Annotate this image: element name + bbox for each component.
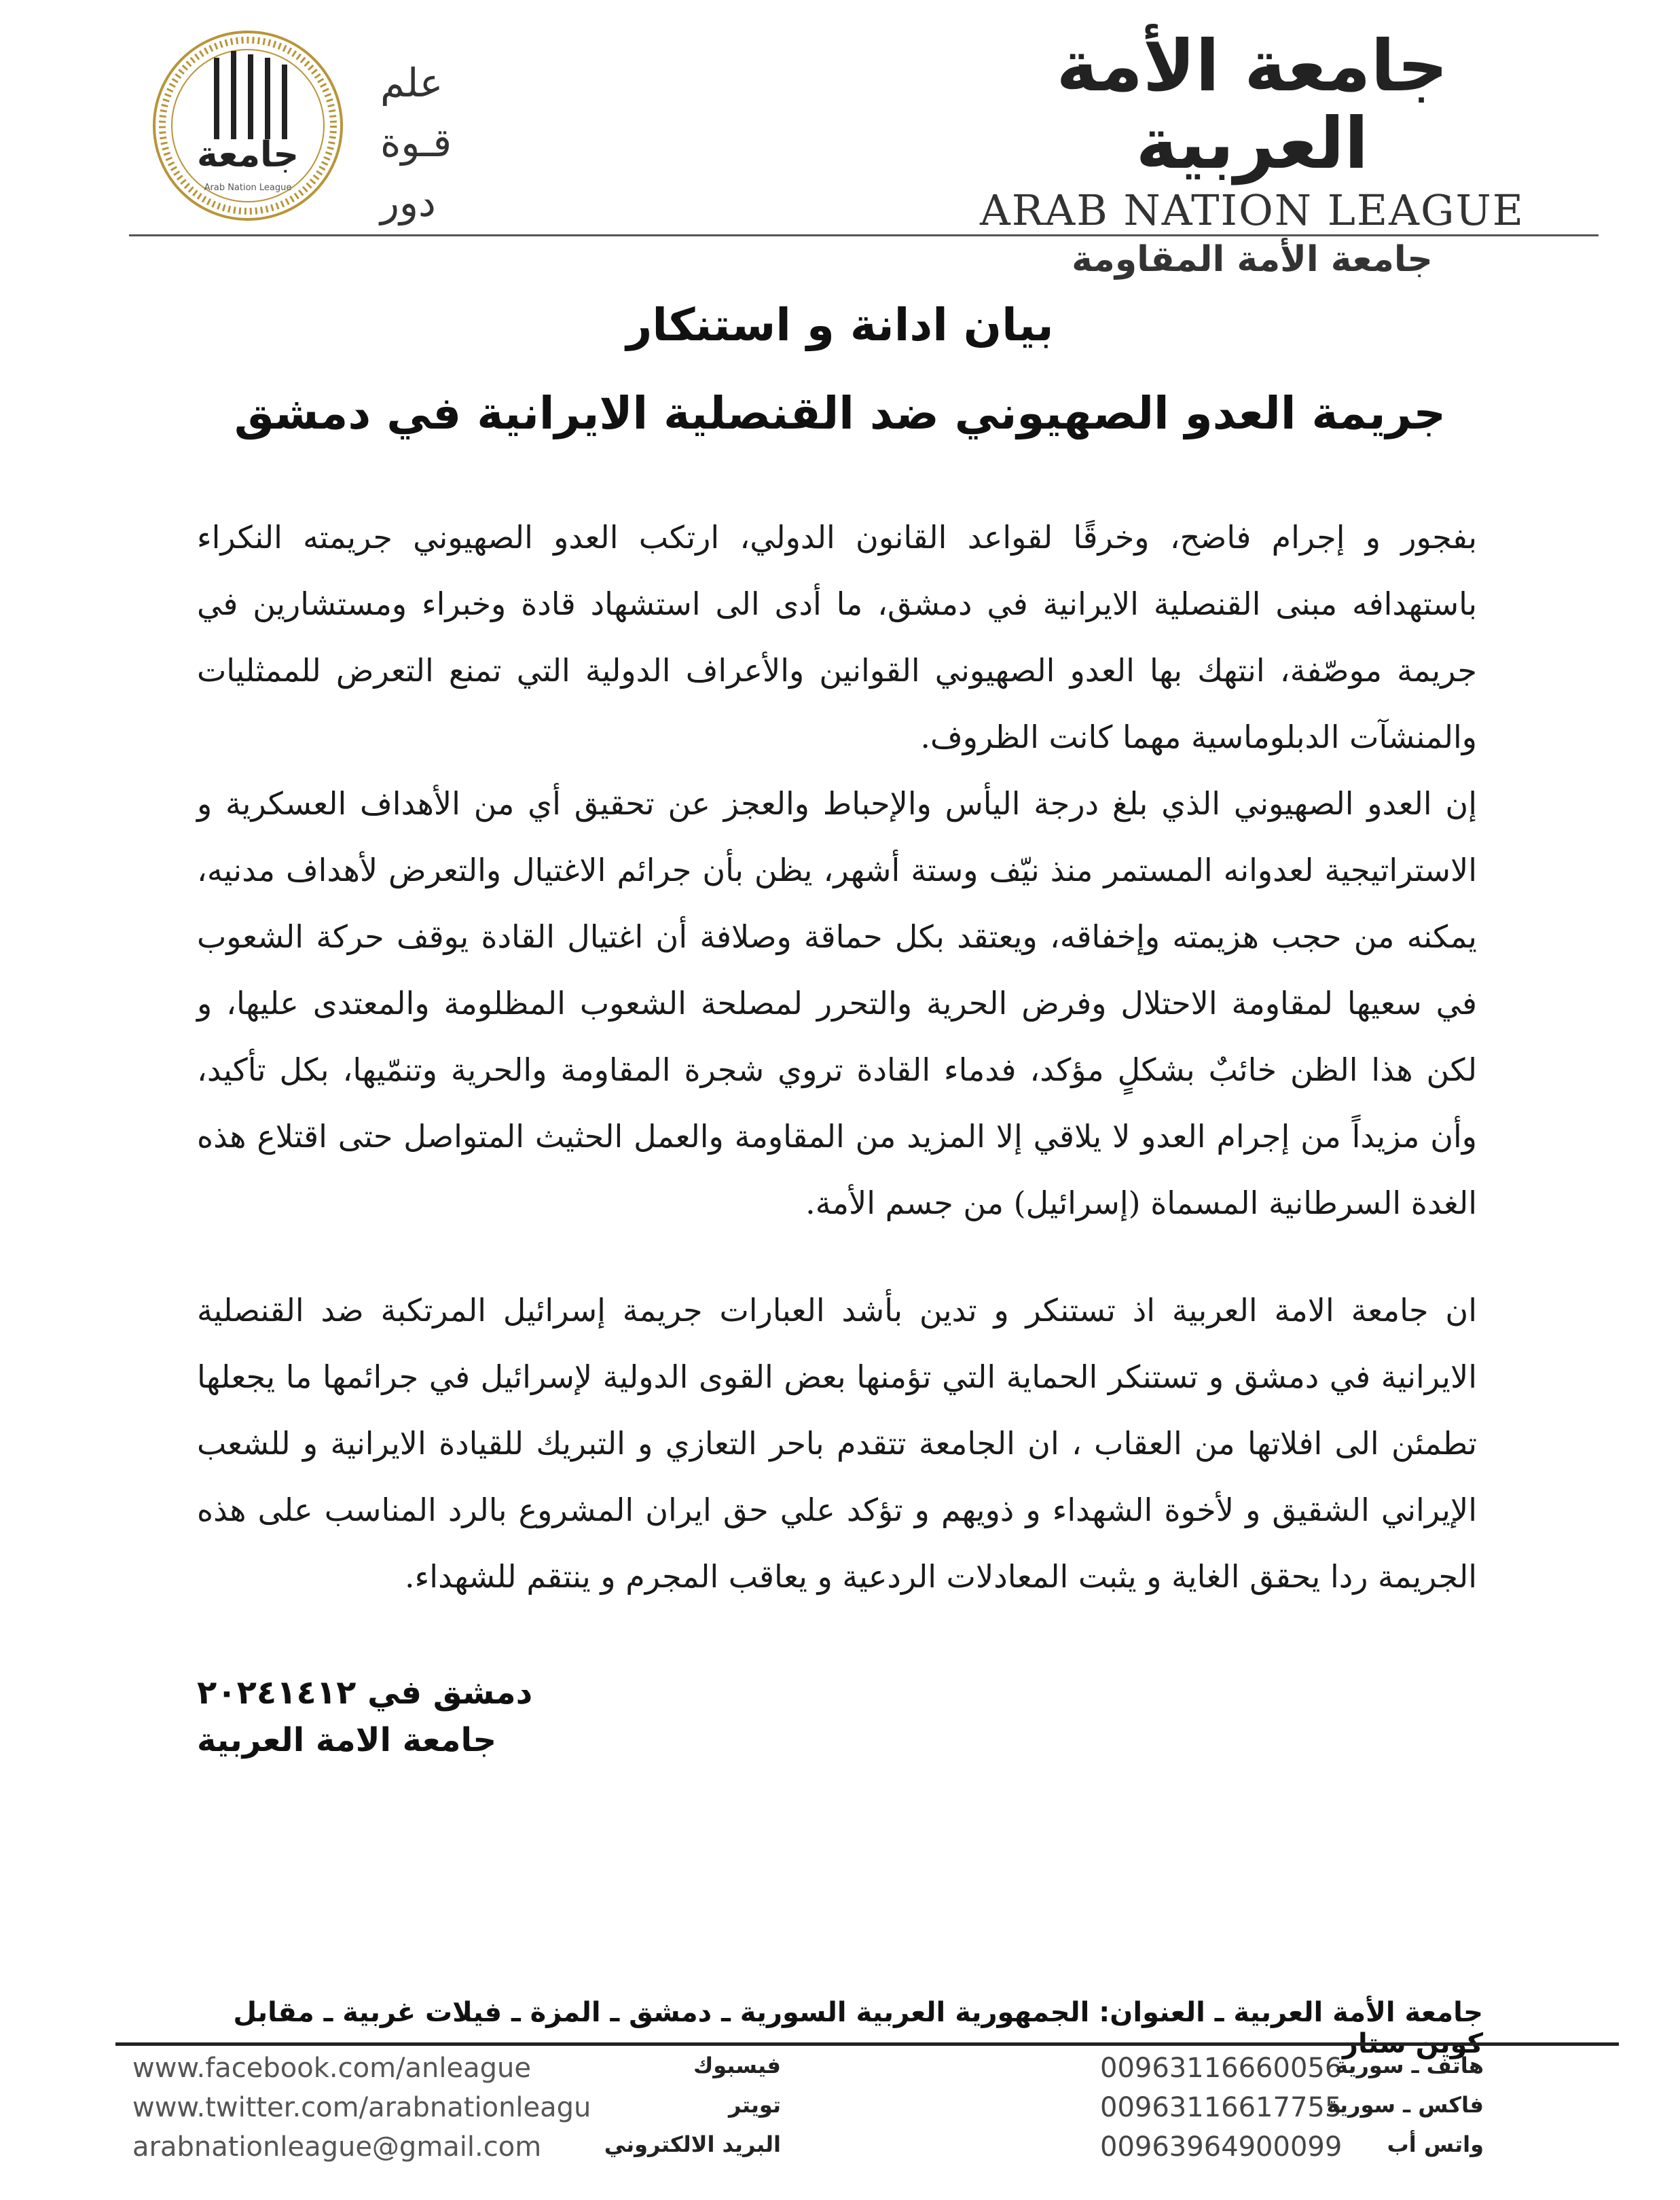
signature-org: جامعة الامة العربية	[197, 1721, 497, 1759]
whatsapp-number: 00963964900099	[1100, 2131, 1343, 2163]
motto-word: قـوة	[380, 120, 452, 166]
paragraph: بفجور و إجرام فاضح، وخرقًا لقواعد القانون الدولي، ارتكب العدو الصهيوني جريمته النكراء باستهدافه مبنى القنصلية الايرانية في دمشق، ما أدى الى استشهاد قادة وخبراء ومستشارين في جريمة موصّفة، انتهك بها العدو الصهيوني القوانين والأعراف الدولية التي تمنع التعرض للممثليات والمنشآت الدبلوماسية مهما كانت الظروف.	[197, 519, 1477, 755]
letterhead-org	[940, 24, 1565, 280]
twitter-label: تويتر	[728, 2092, 781, 2118]
header-divider	[129, 234, 1599, 236]
twitter-link[interactable]: www.twitter.com/arabnationleagu	[132, 2092, 591, 2123]
paragraph: إن العدو الصهيوني الذي بلغ درجة اليأس والإحباط والعجز عن تحقيق أي من الأهداف العسكرية و الاستراتيجية لعدوانه المستمر منذ نيّف وستة أشهر، يظن بأن جرائم الاغتيال والتعرض لأهداف مدنيه، يمكنه من حجب هزيمته وإخفاقه، ويعتقد بكل حماقة وصلافة أن اغتيال القادة يوقف حركة الشعوب في سعيها لمقاومة الاحتلال وفرض الحرية والتحرر لمصلحة الشعوب المظلومة والمعتدى عليها، و لكن هذا الظن خائبٌ بشكلٍ مؤكد، فدماء القادة تروي شجرة المقاومة والحرية وتنمّيها، بكل تأكيد، وأن مزيداً من إجرام العدو لا يلاقي إلا المزيد من المقاومة والعمل الحثيث المتواصل حتى اقتلاع هذه الغدة السرطانية المسماة (إسرائيل) من جسم الأمة.	[197, 785, 1478, 1221]
seal-text: جامعة	[196, 134, 299, 175]
facebook-link[interactable]: www.facebook.com/anleague	[132, 2053, 531, 2084]
footer-divider	[115, 2042, 1619, 2046]
phone-number: 00963116660056	[1100, 2053, 1343, 2084]
fax-number: 00963116617755	[1100, 2092, 1343, 2123]
footer-address: جامعة الأمة العربية ـ العنوان: الجمهورية العربية السورية ـ دمشق ـ المزة ـ فيلات غربية ـ مقابل كوين ستار	[233, 1997, 1483, 2059]
motto	[380, 53, 482, 232]
org-name-arabic: جامعة الأمة العربية	[1056, 24, 1448, 185]
statement-subtitle: جريمة العدو الصهيوني ضد القنصلية الايرانية في دمشق	[234, 387, 1446, 439]
org-subtitle-arabic: جامعة الأمة المقاومة	[1072, 238, 1433, 280]
place-date: دمشق في ٢٠٢٤١٤١٢	[197, 1674, 533, 1712]
motto-word: علم	[380, 60, 443, 106]
statement-body-top	[197, 504, 1477, 1236]
statement-title: بيان ادانة و استنكار	[626, 299, 1054, 351]
email-label: البريد الالكتروني	[604, 2131, 781, 2157]
motto-word: دور	[380, 179, 436, 226]
email-link[interactable]: arabnationleague@gmail.com	[132, 2131, 542, 2163]
whatsapp-label: واتس أب	[1387, 2131, 1484, 2157]
paragraph: ان جامعة الامة العربية اذ تستنكر و تدين بأشد العبارات جريمة إسرائيل المرتكبة ضد القنصلية الايرانية في دمشق و تستنكر الحماية التي تؤمنها بعض القوى الدولية لإسرائيل في جرائمها ما يجعلها تطمئن الى افلاتها من العقاب ، ان الجامعة تتقدم باحر التعازي و التبريك للقيادة الايرانية و للشعب الإيراني الشقيق و لأخوة الشهداء و ذويهم و تؤكد علي حق ايران المشروع بالرد المناسب على هذه الجريمة ردا يحقق الغاية و يثبت المعادلات الردعية و يعاقب المجرم و ينتقم للشهداء.	[197, 1292, 1477, 1595]
seal-small-text: Arab Nation League	[204, 183, 292, 193]
facebook-label: فيسبوك	[693, 2053, 781, 2078]
statement-body-bottom	[197, 1277, 1477, 1610]
league-seal-logo	[149, 27, 346, 224]
phone-label: هاتف ـ سورية	[1335, 2053, 1484, 2078]
fax-label: فاكس ـ سورية	[1326, 2092, 1484, 2118]
org-name-english: ARAB NATION LEAGUE	[979, 185, 1524, 235]
